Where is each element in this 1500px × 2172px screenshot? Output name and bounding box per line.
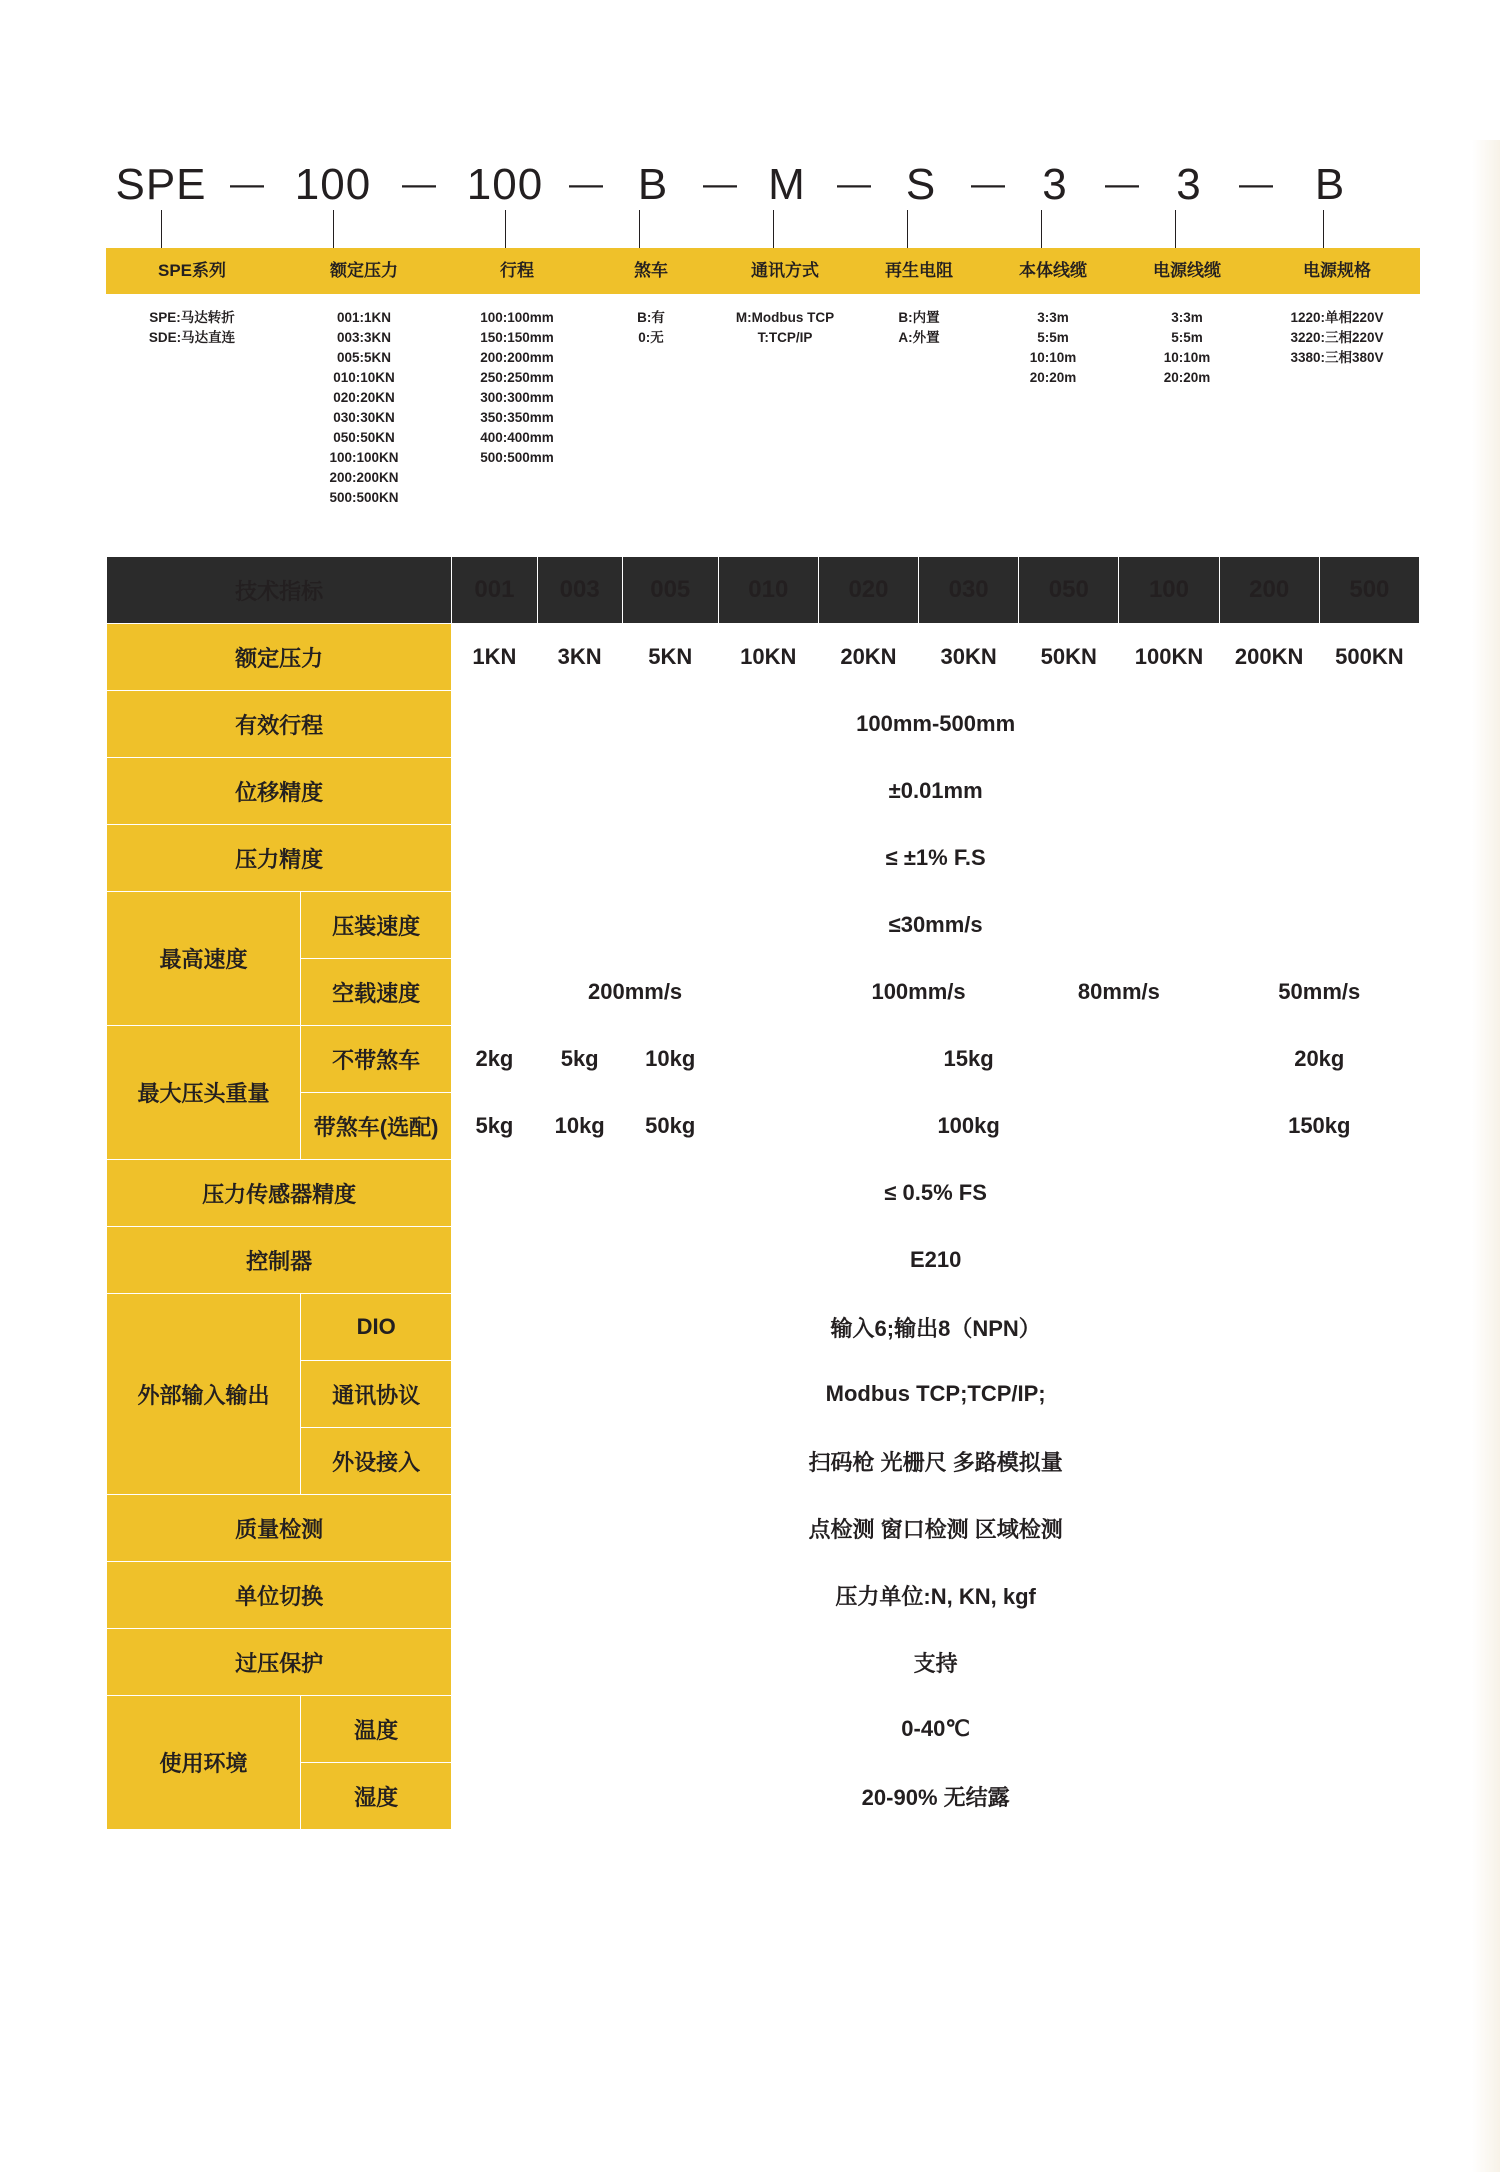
row-label-sensor-accuracy: 压力传感器精度 [107, 1160, 452, 1227]
code-separator: — [1105, 165, 1139, 203]
cell-dio: 输入6;输出8（NPN） [452, 1294, 1420, 1361]
code-legend-header-band [106, 248, 1420, 294]
cell-overload-protection: 支持 [452, 1629, 1420, 1696]
table-row-head-weight-no-brake [107, 1026, 1420, 1093]
cell-peripheral: 扫码枪 光栅尺 多路模拟量 [452, 1428, 1420, 1495]
row-label-displacement-accuracy: 位移精度 [107, 758, 452, 825]
cell-temperature: 0-40℃ [452, 1696, 1420, 1763]
table-row-effective-stroke [107, 691, 1420, 758]
row-label-press-speed: 压装速度 [300, 892, 451, 959]
legend-option: A:外置 [898, 330, 940, 345]
legend-option: 010:10KN [333, 370, 395, 385]
row-label-overload-protection: 过压保护 [107, 1629, 452, 1696]
table-row-press-speed [107, 892, 1420, 959]
code-separator: — [1239, 165, 1273, 203]
legend-option: 3:3m [1037, 310, 1069, 325]
cell-rated-pressure-100: 100KN [1119, 624, 1219, 691]
table-row-temperature [107, 1696, 1420, 1763]
model-col-200: 200 [1219, 557, 1319, 624]
code-separator: — [703, 165, 737, 203]
leader-tick [1041, 210, 1042, 248]
legend-header-pressure: 额定压力 [330, 261, 398, 280]
model-code-section [0, 140, 1500, 508]
cell-effective-stroke: 100mm-500mm [452, 691, 1420, 758]
cell-rated-pressure-010: 10KN [718, 624, 818, 691]
legend-option: 5:5m [1037, 330, 1069, 345]
cell-with-brake-4: 100kg [718, 1093, 1219, 1160]
cell-rated-pressure-003: 3KN [537, 624, 622, 691]
code-token-stroke: 100 [466, 160, 544, 209]
cell-with-brake-5: 150kg [1219, 1093, 1419, 1160]
legend-option: 150:150mm [480, 330, 554, 345]
legend-options-power-cable [1120, 308, 1254, 508]
code-legend-options-row [106, 294, 1420, 508]
row-label-effective-stroke: 有效行程 [107, 691, 452, 758]
row-label-unit-switch: 单位切换 [107, 1562, 452, 1629]
code-token-comm: M [768, 160, 806, 209]
legend-option: 20:20m [1163, 370, 1211, 385]
model-col-001: 001 [452, 557, 537, 624]
code-token-series: SPE [115, 160, 207, 209]
row-label-humidity: 湿度 [300, 1763, 451, 1830]
legend-option: 0:无 [638, 330, 664, 345]
legend-option: 400:400mm [480, 430, 554, 445]
row-label-max-head-weight: 最大压头重量 [107, 1026, 301, 1160]
row-label-quality-detection: 质量检测 [107, 1495, 452, 1562]
code-token-resistor: S [905, 160, 937, 209]
table-row-sensor-accuracy [107, 1160, 1420, 1227]
model-col-003: 003 [537, 557, 622, 624]
legend-option: 500:500mm [480, 450, 554, 465]
cell-displacement-accuracy: ±0.01mm [452, 758, 1420, 825]
legend-option: SPE:马达转折 [149, 310, 235, 325]
legend-option: 100:100mm [480, 310, 554, 325]
cell-idle-speed-4: 50mm/s [1219, 959, 1419, 1026]
table-row-comm-protocol [107, 1361, 1420, 1428]
spec-table [106, 556, 1420, 1830]
table-row-controller [107, 1227, 1420, 1294]
legend-option: 300:300mm [480, 390, 554, 405]
table-row-idle-speed [107, 959, 1420, 1026]
cell-idle-speed-1: 200mm/s [452, 959, 819, 1026]
spec-table-title: 技术指标 [107, 557, 452, 624]
cell-comm-protocol: Modbus TCP;TCP/IP; [452, 1361, 1420, 1428]
leader-tick [1175, 210, 1176, 248]
cell-idle-speed-2: 100mm/s [818, 959, 1018, 1026]
code-token-body-cable: 3 [1042, 160, 1068, 209]
legend-option: 030:30KN [333, 410, 395, 425]
model-col-100: 100 [1119, 557, 1219, 624]
cell-no-brake-2: 5kg [537, 1026, 622, 1093]
legend-header-brake: 煞车 [634, 261, 668, 280]
page-right-edge-decoration [1472, 140, 1500, 2172]
legend-header-comm: 通讯方式 [751, 261, 819, 280]
legend-options-body-cable [986, 308, 1120, 508]
table-row-quality-detection [107, 1495, 1420, 1562]
cell-with-brake-3: 50kg [622, 1093, 718, 1160]
legend-option: 3:3m [1171, 310, 1203, 325]
code-separator: — [402, 165, 436, 203]
leader-tick [639, 210, 640, 248]
cell-rated-pressure-050: 50KN [1019, 624, 1119, 691]
row-label-external-io: 外部输入输出 [107, 1294, 301, 1495]
legend-options-series [106, 308, 278, 508]
row-label-peripheral: 外设接入 [300, 1428, 451, 1495]
legend-option: 10:10m [1029, 350, 1077, 365]
table-row-displacement-accuracy [107, 758, 1420, 825]
leader-tick [505, 210, 506, 248]
legend-option: 5:5m [1171, 330, 1203, 345]
legend-header-resistor: 再生电阻 [885, 261, 953, 280]
legend-options-brake [584, 308, 718, 508]
legend-option: 20:20m [1029, 370, 1077, 385]
legend-option: 500:500KN [329, 490, 399, 505]
row-label-temperature: 温度 [300, 1696, 451, 1763]
cell-rated-pressure-030: 30KN [919, 624, 1019, 691]
table-row-pressure-accuracy [107, 825, 1420, 892]
cell-idle-speed-3: 80mm/s [1019, 959, 1219, 1026]
legend-options-power-spec [1254, 308, 1420, 508]
model-col-010: 010 [718, 557, 818, 624]
legend-option: B:内置 [898, 310, 940, 325]
cell-with-brake-2: 10kg [537, 1093, 622, 1160]
model-col-050: 050 [1019, 557, 1119, 624]
model-col-020: 020 [818, 557, 918, 624]
cell-rated-pressure-001: 1KN [452, 624, 537, 691]
leader-tick [907, 210, 908, 248]
cell-no-brake-5: 20kg [1219, 1026, 1419, 1093]
code-token-brake: B [637, 160, 669, 209]
legend-option: SDE:马达直连 [148, 330, 236, 345]
model-col-030: 030 [919, 557, 1019, 624]
legend-option: 050:50KN [333, 430, 395, 445]
legend-options-resistor [852, 308, 986, 508]
leader-tick [1323, 210, 1324, 248]
legend-option: 100:100KN [329, 450, 399, 465]
cell-no-brake-1: 2kg [452, 1026, 537, 1093]
legend-option: 200:200mm [480, 350, 554, 365]
model-code-row [80, 140, 1420, 210]
leader-tick [161, 210, 162, 248]
legend-option: 200:200KN [329, 470, 399, 485]
table-row-peripheral [107, 1428, 1420, 1495]
cell-sensor-accuracy: ≤ 0.5% FS [452, 1160, 1420, 1227]
row-label-rated-pressure: 额定压力 [107, 624, 452, 691]
code-separator: — [569, 165, 603, 203]
table-row-rated-pressure [107, 624, 1420, 691]
cell-pressure-accuracy: ≤ ±1% F.S [452, 825, 1420, 892]
table-bottom-spacer [106, 1830, 1420, 1856]
cell-unit-switch: 压力单位:N, KN, kgf [452, 1562, 1420, 1629]
table-row-header [107, 557, 1420, 624]
legend-options-pressure [278, 308, 450, 508]
legend-options-comm [718, 308, 852, 508]
legend-header-series: SPE系列 [157, 261, 227, 280]
table-row-humidity [107, 1763, 1420, 1830]
legend-option: T:TCP/IP [757, 330, 813, 345]
leader-tick [333, 210, 334, 248]
legend-option: 003:3KN [336, 330, 392, 345]
model-col-005: 005 [622, 557, 718, 624]
code-token-power-spec: B [1314, 160, 1346, 209]
model-col-500: 500 [1319, 557, 1419, 624]
legend-option: 3380:三相380V [1290, 350, 1384, 365]
row-label-max-speed: 最高速度 [107, 892, 301, 1026]
cell-rated-pressure-200: 200KN [1219, 624, 1319, 691]
legend-option: M:Modbus TCP [735, 310, 835, 325]
cell-controller: E210 [452, 1227, 1420, 1294]
legend-option: 020:20KN [333, 390, 395, 405]
cell-press-speed: ≤30mm/s [452, 892, 1420, 959]
row-label-dio: DIO [300, 1294, 451, 1361]
leader-tick [773, 210, 774, 248]
table-row-overload-protection [107, 1629, 1420, 1696]
legend-option: 1220:单相220V [1290, 310, 1384, 325]
code-separator: — [971, 165, 1005, 203]
cell-humidity: 20-90% 无结露 [452, 1763, 1420, 1830]
table-row-unit-switch [107, 1562, 1420, 1629]
legend-option: 3220:三相220V [1290, 330, 1384, 345]
cell-rated-pressure-020: 20KN [818, 624, 918, 691]
leader-tick-group [106, 210, 1420, 248]
legend-option: 10:10m [1163, 350, 1211, 365]
table-row-head-weight-with-brake [107, 1093, 1420, 1160]
spec-table-wrap [80, 556, 1420, 1856]
table-row-dio [107, 1294, 1420, 1361]
legend-option: 001:1KN [336, 310, 392, 325]
legend-header-stroke: 行程 [500, 261, 534, 280]
row-label-environment: 使用环境 [107, 1696, 301, 1830]
legend-header-power-cable: 电源线缆 [1153, 261, 1221, 280]
cell-quality-detection: 点检测 窗口检测 区域检测 [452, 1495, 1420, 1562]
row-label-idle-speed: 空载速度 [300, 959, 451, 1026]
cell-no-brake-4: 15kg [718, 1026, 1219, 1093]
legend-header-power-spec: 电源规格 [1303, 261, 1371, 280]
legend-option: 005:5KN [336, 350, 392, 365]
row-label-pressure-accuracy: 压力精度 [107, 825, 452, 892]
code-token-power-cable: 3 [1176, 160, 1202, 209]
legend-option: 350:350mm [480, 410, 554, 425]
row-label-controller: 控制器 [107, 1227, 452, 1294]
legend-header-body-cable: 本体线缆 [1019, 261, 1087, 280]
legend-options-stroke [450, 308, 584, 508]
cell-rated-pressure-005: 5KN [622, 624, 718, 691]
cell-no-brake-3: 10kg [622, 1026, 718, 1093]
code-separator: — [837, 165, 871, 203]
legend-option: 250:250mm [480, 370, 554, 385]
code-separator: — [230, 165, 264, 203]
cell-with-brake-1: 5kg [452, 1093, 537, 1160]
spec-sheet-page [0, 140, 1500, 2172]
legend-option: B:有 [637, 310, 665, 325]
row-label-with-brake: 带煞车(选配) [300, 1093, 451, 1160]
row-label-no-brake: 不带煞车 [300, 1026, 451, 1093]
cell-rated-pressure-500: 500KN [1319, 624, 1419, 691]
row-label-comm-protocol: 通讯协议 [300, 1361, 451, 1428]
code-token-pressure: 100 [294, 160, 372, 209]
